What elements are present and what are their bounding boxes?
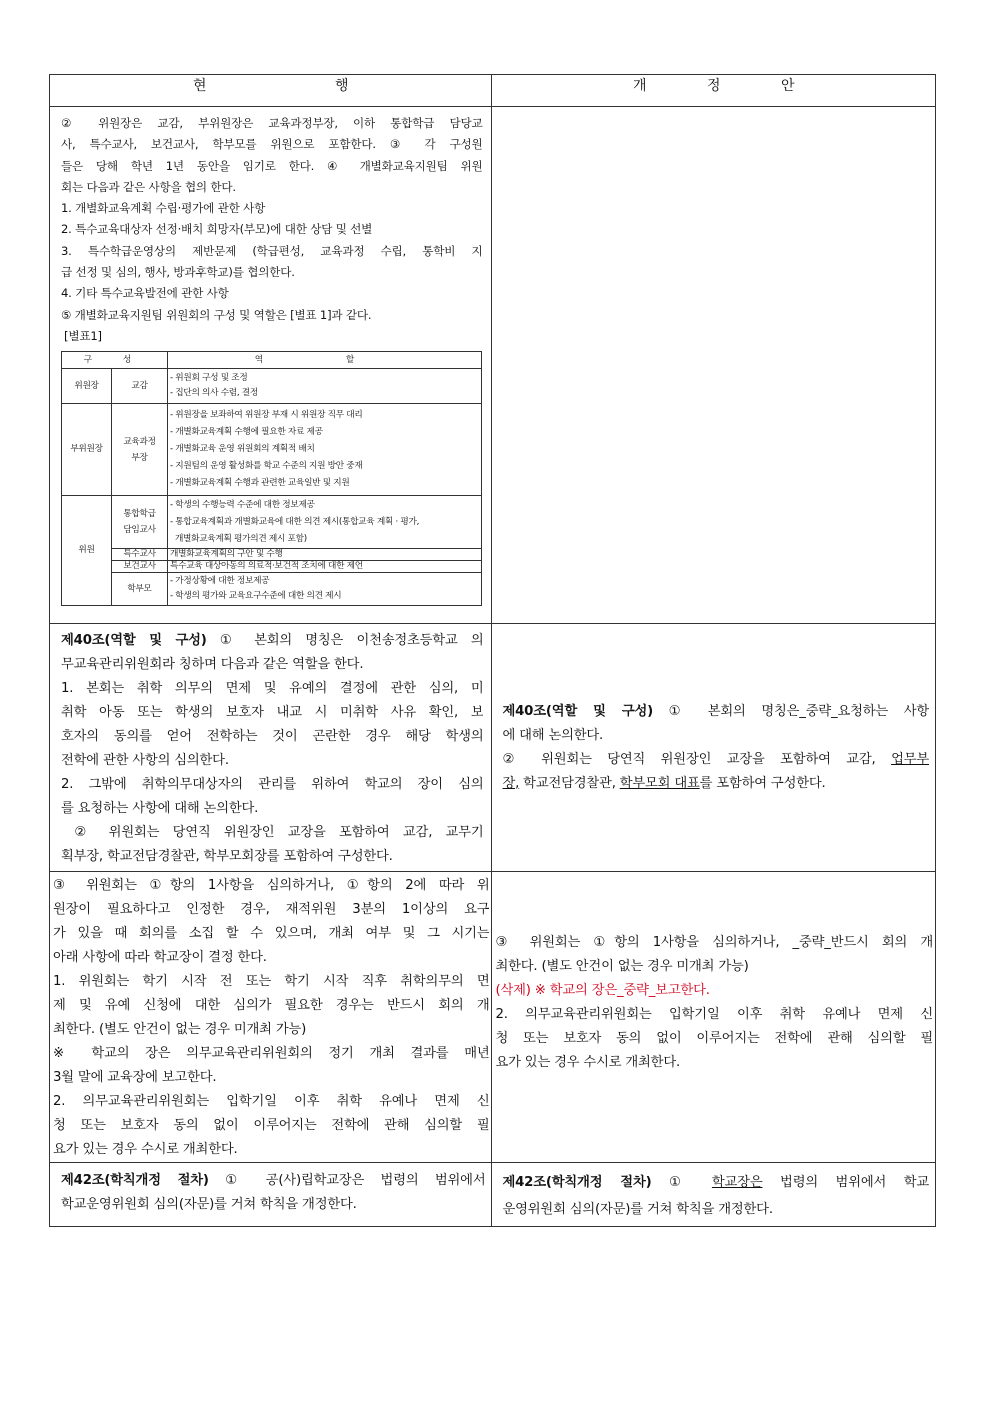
row4-revised — [492, 1163, 936, 1227]
chair-member: 교감 — [112, 369, 168, 404]
header-current: 현 행 — [50, 75, 492, 107]
row1-revised — [492, 107, 936, 624]
row4-current — [50, 1163, 492, 1227]
text-line: 2. 의무교육관리위원회는 입학기일 이후 취학 유예나 면제 신 — [495, 1007, 933, 1022]
text-line: 1. 개별화교육계획 수립·평가에 관한 사항 — [61, 201, 266, 216]
text-line: 제 및 유예 신청에 대한 심의가 필요한 경우는 반드시 회의 개 — [53, 998, 490, 1013]
appendix-table — [61, 351, 482, 606]
text-line: ② 위원회는 당연직 위원장인 교장을 포함하여 교감, 교무기 — [61, 825, 484, 840]
row3-current — [50, 872, 492, 1163]
text-line: 제42조(학칙개정 절차) ① 공(사)립학교장은 법령의 범위에서 — [61, 1173, 486, 1188]
text-line: 장, 학교전담경찰관, 학부모회 대표를 포함하여 구성한다. — [502, 776, 826, 791]
m4-roles: - 가정상황에 대한 정보제공 - 학생의 평가와 교육요구수준에 대한 의견 제시 — [168, 573, 482, 606]
text-line: 가 있을 때 회의를 소집 할 수 있으며, 개최 여부 및 그 시기는 — [53, 926, 490, 941]
text-line: ⑤ 개별화교육지원팀 위원회의 구성 및 역할은 [별표 1]과 같다. — [61, 307, 372, 322]
chair-roles: - 위원회 구성 및 조정 - 집단의 의사 수렴, 결정 — [168, 369, 482, 404]
text-line: 제40조(역할 및 구성) ① 본회의 명칭은 이천송정초등학교 의 — [61, 633, 484, 648]
chair-group: 위원장 — [62, 369, 112, 404]
m1-roles: - 학생의 수행능력 수준에 대한 정보제공 - 통합교육계획과 개별화교육에 대한 의견 제시(통합교육 계획 · 평가, 개별화교육계획 평가의견 제시 포함) — [168, 496, 482, 549]
row2-revised — [492, 624, 936, 872]
text-line: 에 대해 논의한다. — [502, 728, 604, 743]
text-line: 획부장, 학교전담경찰관, 학부모회장를 포함하여 구성한다. — [61, 849, 393, 864]
comparison-table — [49, 74, 936, 1227]
m3-role: 특수교육 대상아동의 의료적·보건적 조치에 대한 제언 — [168, 561, 482, 573]
m1-name: 통합학급 담임교사 — [112, 496, 168, 549]
text-line: 2. 의무교육관리위원회는 입학기일 이후 취학 유예나 면제 신 — [53, 1094, 490, 1109]
text-line: 전학에 관한 사항의 심의한다. — [61, 753, 229, 768]
text-line: ② 위원장은 교감, 부위원장은 교육과정부장, 이하 통합학급 담당교 — [61, 116, 483, 130]
text-line: 무교육관리위원회라 칭하며 다음과 같은 역할을 한다. — [61, 657, 364, 672]
m2-name: 특수교사 — [112, 549, 168, 561]
text-line: 요가 있는 경우 수시로 개최한다. — [53, 1142, 238, 1157]
text-line: 급 선정 및 심의, 행사, 방과후학교)를 협의한다. — [61, 265, 295, 280]
text-line: 운영위원회 심의(자문)를 거쳐 학칙을 개정한다. — [502, 1202, 773, 1217]
text-line: ③ 위원회는 ①항의 1사항을 심의하거나, _중략_반드시 회의 개 — [495, 935, 933, 950]
m3-name: 보건교사 — [112, 561, 168, 573]
text-line: 3. 특수학급운영상의 제반문제 (학급편성, 교육과정 수립, 통학비 지 — [61, 243, 483, 258]
text-line: 4. 기타 특수교육발전에 관한 사항 — [61, 286, 229, 301]
row1-current — [50, 107, 492, 624]
text-line: 청 또는 보호자 동의 없이 이루어지는 전학에 관해 심의할 필 — [495, 1031, 933, 1046]
deleted-note: (삭제) ※ 학교의 장은_중략_보고한다. — [495, 983, 710, 998]
row2-current — [50, 624, 492, 872]
vice-roles: - 위원장을 보좌하여 위원장 부재 시 위원장 직무 대리 - 개별화교육계획 수행에 필요한 자료 제공 - 개별화교육 운영 위원회의 계획적 배치 - 지원팀의 운영 활성화를 학교 수준의 지원 방안 중재 - 개별화교육계획 수행과 관련한 교육일반 및 지원 — [168, 404, 482, 496]
sub-header-composition: 구 성 — [62, 352, 168, 369]
text-line: 2. 그밖에 취학의무대상자의 관리를 위하여 학교의 장이 심의 — [61, 777, 484, 792]
text-line: 제42조(학칙개정 절차) ① 학교장은 법령의 범위에서 학교 — [502, 1175, 929, 1190]
text-line: 청 또는 보호자 동의 없이 이루어지는 전학에 관해 심의할 필 — [53, 1118, 490, 1133]
text-line: 호자의 동의를 얻어 전학하는 것이 곤란한 경우 해당 학생의 — [61, 729, 484, 744]
sub-header-role: 역 할 — [168, 352, 482, 369]
text-line: 제40조(역할 및 구성) ① 본회의 명칭은_중략_요청하는 사항 — [502, 704, 929, 719]
text-line: 1. 본회는 취학 의무의 면제 및 유예의 결정에 관한 심의, 미 — [61, 681, 484, 696]
text-line: ③ 위원회는 ①항의 1사항을 심의하거나, ①항의 2에 따라 위 — [53, 878, 490, 893]
text-line: 1. 위원회는 학기 시작 전 또는 학기 시작 직후 취학의무의 면 — [53, 974, 490, 989]
text-line: 아래 사항에 따라 학교장이 결정 한다. — [53, 950, 267, 965]
vice-member: 교육과정 부장 — [112, 404, 168, 496]
text-line: 회는 다음과 같은 사항을 협의 한다. — [61, 179, 236, 194]
text-line: ② 위원회는 당연직 위원장인 교장을 포함하여 교감, 업무부 — [502, 752, 929, 767]
text-line: 사, 특수교사, 보건교사, 학부모를 위원으로 포함한다. ③ 각 구성원 — [61, 137, 483, 152]
member-group: 위원 — [62, 496, 112, 606]
header-revised: 개 정 안 — [492, 75, 936, 107]
m4-name: 학부모 — [112, 573, 168, 606]
text-line: 들은 당해 학년 1년 동안을 임기로 한다. ④ 개별화교육지원팀 위원 — [61, 158, 483, 173]
text-line: 원장이 필요하다고 인정한 경우, 재적위원 3분의 1이상의 요구 — [53, 902, 490, 917]
text-line: 요가 있는 경우 수시로 개최한다. — [495, 1055, 680, 1070]
text-line: 취학 아동 또는 학생의 보호자 내교 시 미취학 사유 확인, 보 — [61, 705, 484, 720]
text-line: [별표1] — [64, 328, 102, 343]
text-line: 를 요청하는 사항에 대해 논의한다. — [61, 801, 259, 816]
m2-role: 개별화교육계획의 구안 및 수행 — [168, 549, 482, 561]
row3-revised — [492, 872, 936, 1163]
text-line: 최한다. (별도 안건이 없는 경우 미개최 가능) — [53, 1022, 307, 1037]
text-line: 최한다. (별도 안건이 없는 경우 미개최 가능) — [495, 959, 749, 974]
text-line: 3월 말에 교육장에 보고한다. — [53, 1070, 217, 1085]
vice-group: 부위원장 — [62, 404, 112, 496]
text-line: 2. 특수교육대상자 선정·배치 희망자(부모)에 대한 상담 및 선별 — [61, 222, 373, 237]
text-line: 학교운영위원회 심의(자문)를 거쳐 학칙을 개정한다. — [61, 1197, 357, 1212]
text-line: ※ 학교의 장은 의무교육관리위원회의 정기 개최 결과를 매년 — [53, 1046, 490, 1061]
